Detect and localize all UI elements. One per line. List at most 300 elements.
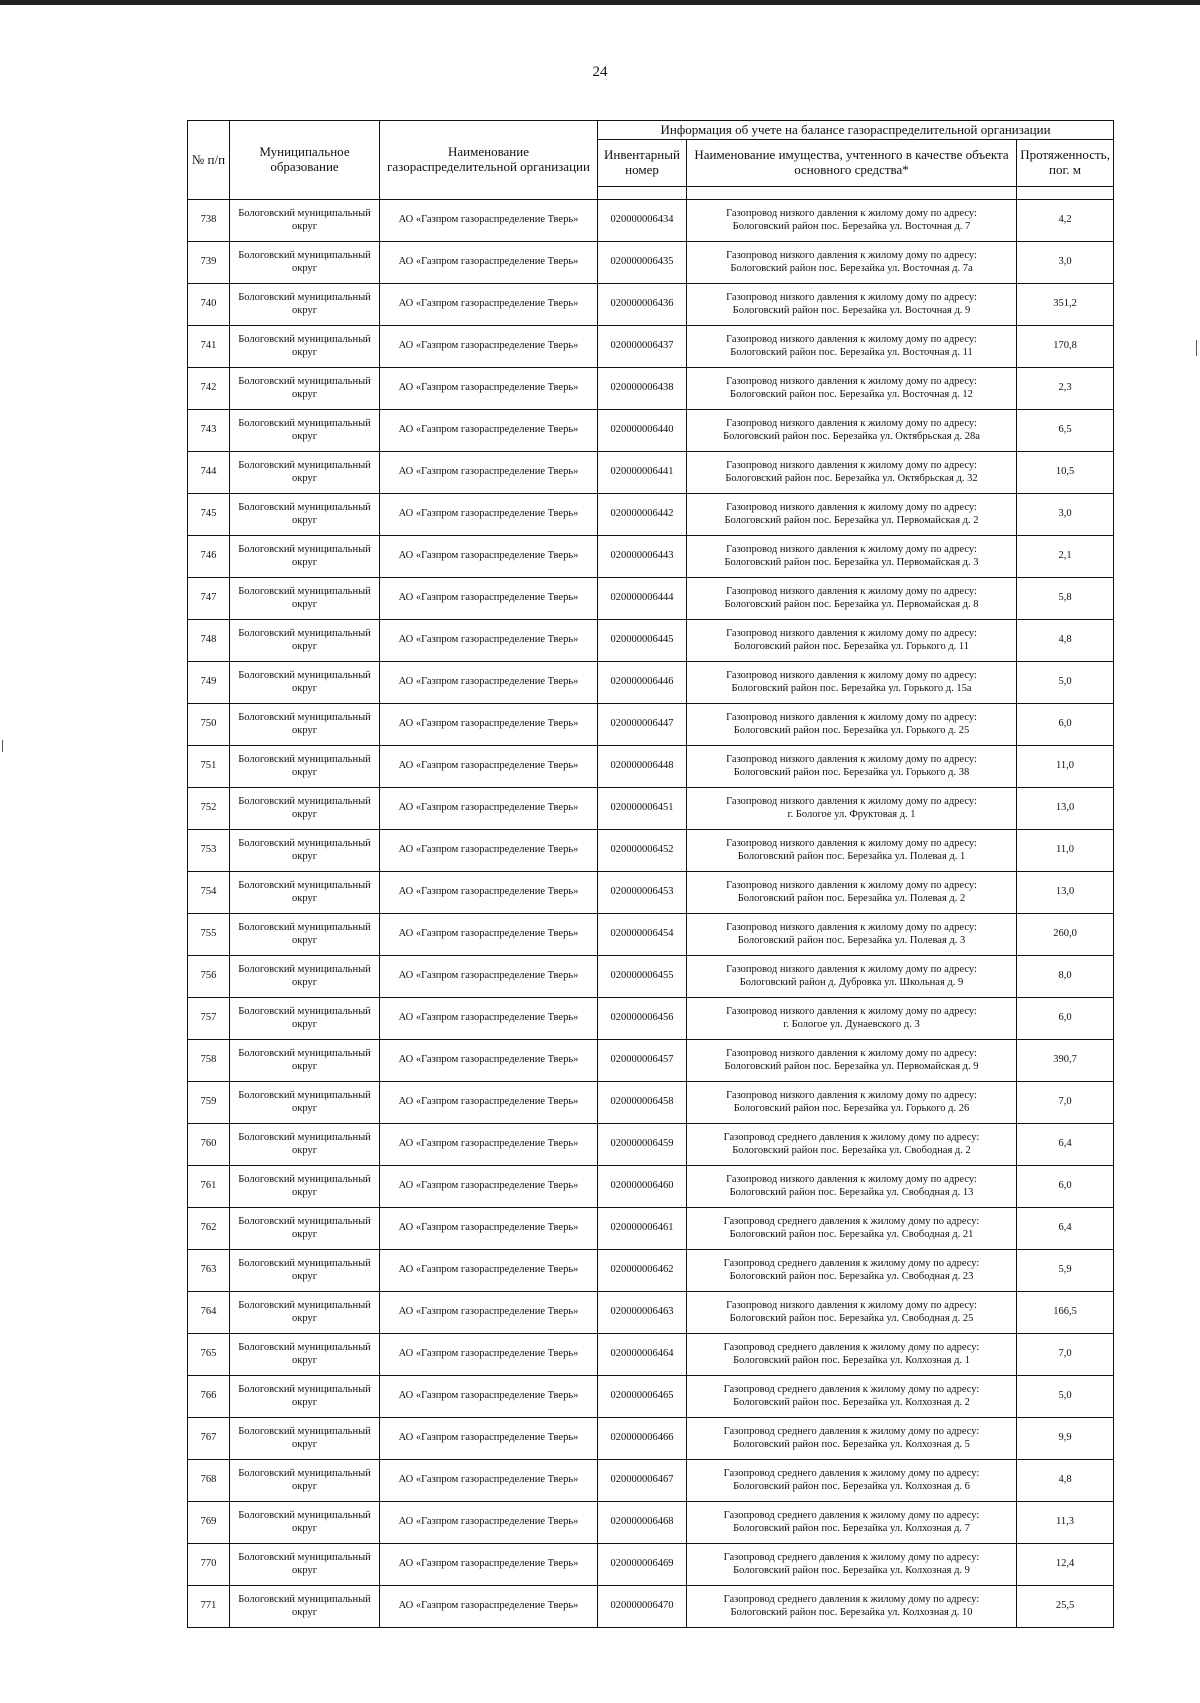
row-length: 170,8 <box>1017 326 1114 368</box>
asset-name-line: Бологовский район пос. Березайка ул. Восточная д. 12 <box>730 388 973 400</box>
table-row <box>188 830 1114 872</box>
asset-name-line: Газопровод среднего давления к жилому дому по адресу: <box>723 1594 980 1606</box>
row-number: 751 <box>188 746 230 788</box>
row-number: 765 <box>188 1334 230 1376</box>
row-inventory-number: 020000006469 <box>598 1544 687 1586</box>
asset-name-line: Газопровод низкого давления к жилому дому по адресу: <box>726 880 977 892</box>
row-organization: АО «Газпром газораспределение Тверь» <box>380 494 598 536</box>
row-length: 4,8 <box>1017 620 1114 662</box>
asset-name-line: Бологовский район пос. Березайка ул. Колхозная д. 5 <box>733 1438 970 1450</box>
asset-name-line: Газопровод низкого давления к жилому дому по адресу: <box>726 838 977 850</box>
asset-name-line: г. Бологое ул. Фруктовая д. 1 <box>787 808 916 820</box>
row-municipality: Бологовский муниципальный округ <box>230 956 380 998</box>
asset-name-line: Бологовский район пос. Березайка ул. Восточная д. 11 <box>730 346 973 358</box>
table-row <box>188 1418 1114 1460</box>
asset-name-line: Газопровод низкого давления к жилому дому по адресу: <box>726 418 977 430</box>
row-organization: АО «Газпром газораспределение Тверь» <box>380 1166 598 1208</box>
row-number: 739 <box>188 242 230 284</box>
table-row <box>188 494 1114 536</box>
asset-name-line: Бологовский район пос. Березайка ул. Свободная д. 2 <box>732 1144 971 1156</box>
row-number: 766 <box>188 1376 230 1418</box>
row-length: 6,4 <box>1017 1208 1114 1250</box>
table-row <box>188 578 1114 620</box>
header-municipality: Муниципальное образование <box>230 121 380 200</box>
asset-name-line: Газопровод низкого давления к жилому дому по адресу: <box>726 460 977 472</box>
row-organization: АО «Газпром газораспределение Тверь» <box>380 578 598 620</box>
row-inventory-number: 020000006455 <box>598 956 687 998</box>
asset-name-line: Газопровод низкого давления к жилому дому по адресу: <box>726 502 977 514</box>
row-inventory-number: 020000006464 <box>598 1334 687 1376</box>
header-balance-group: Информация об учете на балансе газораспределительной организации <box>598 121 1114 140</box>
scan-mark <box>1196 340 1197 356</box>
header-spacer <box>1017 187 1114 200</box>
asset-name-line: Газопровод среднего давления к жилому дому по адресу: <box>723 1468 980 1480</box>
row-municipality: Бологовский муниципальный округ <box>230 1376 380 1418</box>
row-asset-name <box>687 242 1017 284</box>
row-municipality: Бологовский муниципальный округ <box>230 1502 380 1544</box>
asset-name-line: Газопровод низкого давления к жилому дому по адресу: <box>726 334 977 346</box>
row-length: 2,1 <box>1017 536 1114 578</box>
row-municipality: Бологовский муниципальный округ <box>230 1544 380 1586</box>
asset-name-line: Газопровод низкого давления к жилому дому по адресу: <box>726 712 977 724</box>
row-asset-name <box>687 914 1017 956</box>
row-asset-name <box>687 1292 1017 1334</box>
row-municipality: Бологовский муниципальный округ <box>230 1166 380 1208</box>
asset-name-line: Бологовский район пос. Березайка ул. Колхозная д. 2 <box>733 1396 970 1408</box>
row-asset-name <box>687 1250 1017 1292</box>
row-municipality: Бологовский муниципальный округ <box>230 200 380 242</box>
row-asset-name <box>687 998 1017 1040</box>
row-organization: АО «Газпром газораспределение Тверь» <box>380 1082 598 1124</box>
row-inventory-number: 020000006470 <box>598 1586 687 1628</box>
asset-name-line: Бологовский район пос. Березайка ул. Восточная д. 7а <box>730 262 973 274</box>
row-length: 10,5 <box>1017 452 1114 494</box>
asset-name-line: Бологовский район д. Дубровка ул. Школьная д. 9 <box>739 976 964 988</box>
asset-name-line: Газопровод низкого давления к жилому дому по адресу: <box>726 1174 977 1186</box>
row-number: 764 <box>188 1292 230 1334</box>
asset-name-line: Бологовский район пос. Березайка ул. Восточная д. 9 <box>732 304 971 316</box>
asset-name-line: Бологовский район пос. Березайка ул. Свободная д. 23 <box>729 1270 974 1282</box>
header-organization: Наименование газораспределительной организации <box>380 121 598 200</box>
row-length: 12,4 <box>1017 1544 1114 1586</box>
row-number: 763 <box>188 1250 230 1292</box>
row-municipality: Бологовский муниципальный округ <box>230 368 380 410</box>
row-number: 750 <box>188 704 230 746</box>
row-length: 11,3 <box>1017 1502 1114 1544</box>
table-row <box>188 1376 1114 1418</box>
table-row <box>188 200 1114 242</box>
row-number: 752 <box>188 788 230 830</box>
asset-name-line: Бологовский район пос. Березайка ул. Первомайская д. 9 <box>724 1060 979 1072</box>
row-number: 748 <box>188 620 230 662</box>
row-inventory-number: 020000006468 <box>598 1502 687 1544</box>
table-row <box>188 914 1114 956</box>
table-row <box>188 998 1114 1040</box>
row-organization: АО «Газпром газораспределение Тверь» <box>380 1376 598 1418</box>
asset-name-line: Бологовский район пос. Березайка ул. Свободная д. 25 <box>729 1312 974 1324</box>
row-number: 749 <box>188 662 230 704</box>
row-number: 753 <box>188 830 230 872</box>
property-registry-table <box>187 120 1114 1628</box>
row-asset-name <box>687 1082 1017 1124</box>
asset-name-line: Бологовский район пос. Березайка ул. Колхозная д. 7 <box>733 1522 970 1534</box>
row-inventory-number: 020000006434 <box>598 200 687 242</box>
table-row <box>188 368 1114 410</box>
table-row <box>188 410 1114 452</box>
row-organization: АО «Газпром газораспределение Тверь» <box>380 452 598 494</box>
row-organization: АО «Газпром газораспределение Тверь» <box>380 536 598 578</box>
row-inventory-number: 020000006461 <box>598 1208 687 1250</box>
row-asset-name <box>687 872 1017 914</box>
row-number: 746 <box>188 536 230 578</box>
table-row <box>188 1502 1114 1544</box>
row-length: 11,0 <box>1017 830 1114 872</box>
asset-name-line: Бологовский район пос. Березайка ул. Восточная д. 7 <box>732 220 971 232</box>
row-asset-name <box>687 704 1017 746</box>
row-municipality: Бологовский муниципальный округ <box>230 1460 380 1502</box>
table-row <box>188 662 1114 704</box>
table-row <box>188 536 1114 578</box>
header-asset-name: Наименование имущества, учтенного в качестве объекта основного средства* <box>687 140 1017 187</box>
row-municipality: Бологовский муниципальный округ <box>230 494 380 536</box>
row-length: 13,0 <box>1017 788 1114 830</box>
row-length: 166,5 <box>1017 1292 1114 1334</box>
asset-name-line: Газопровод низкого давления к жилому дому по адресу: <box>726 922 977 934</box>
row-organization: АО «Газпром газораспределение Тверь» <box>380 1334 598 1376</box>
row-organization: АО «Газпром газораспределение Тверь» <box>380 788 598 830</box>
asset-name-line: Газопровод низкого давления к жилому дому по адресу: <box>726 1006 977 1018</box>
row-number: 740 <box>188 284 230 326</box>
row-inventory-number: 020000006446 <box>598 662 687 704</box>
row-asset-name <box>687 284 1017 326</box>
row-inventory-number: 020000006444 <box>598 578 687 620</box>
row-municipality: Бологовский муниципальный округ <box>230 1082 380 1124</box>
row-asset-name <box>687 1334 1017 1376</box>
asset-name-line: Газопровод среднего давления к жилому дому по адресу: <box>723 1258 980 1270</box>
row-number: 762 <box>188 1208 230 1250</box>
table-row <box>188 1124 1114 1166</box>
row-number: 738 <box>188 200 230 242</box>
row-asset-name <box>687 494 1017 536</box>
scan-top-edge <box>0 0 1200 5</box>
row-length: 6,5 <box>1017 410 1114 452</box>
row-number: 758 <box>188 1040 230 1082</box>
asset-name-line: Газопровод среднего давления к жилому дому по адресу: <box>723 1552 980 1564</box>
row-organization: АО «Газпром газораспределение Тверь» <box>380 872 598 914</box>
asset-name-line: Бологовский район пос. Березайка ул. Первомайская д. 3 <box>724 556 979 568</box>
row-inventory-number: 020000006456 <box>598 998 687 1040</box>
row-length: 7,0 <box>1017 1334 1114 1376</box>
asset-name-line: Газопровод низкого давления к жилому дому по адресу: <box>726 964 977 976</box>
row-inventory-number: 020000006447 <box>598 704 687 746</box>
asset-name-line: Бологовский район пос. Березайка ул. Горького д. 11 <box>733 640 970 652</box>
row-number: 759 <box>188 1082 230 1124</box>
row-municipality: Бологовский муниципальный округ <box>230 914 380 956</box>
asset-name-line: Газопровод низкого давления к жилому дому по адресу: <box>726 754 977 766</box>
row-length: 6,0 <box>1017 1166 1114 1208</box>
row-municipality: Бологовский муниципальный округ <box>230 1040 380 1082</box>
table-row <box>188 872 1114 914</box>
row-organization: АО «Газпром газораспределение Тверь» <box>380 1292 598 1334</box>
row-number: 757 <box>188 998 230 1040</box>
asset-name-line: Газопровод среднего давления к жилому дому по адресу: <box>723 1342 980 1354</box>
row-asset-name <box>687 410 1017 452</box>
row-municipality: Бологовский муниципальный округ <box>230 1124 380 1166</box>
asset-name-line: Бологовский район пос. Березайка ул. Горького д. 15а <box>731 682 972 694</box>
row-asset-name <box>687 368 1017 410</box>
table-row <box>188 452 1114 494</box>
row-municipality: Бологовский муниципальный округ <box>230 578 380 620</box>
table-row <box>188 242 1114 284</box>
row-inventory-number: 020000006445 <box>598 620 687 662</box>
asset-name-line: Бологовский район пос. Березайка ул. Колхозная д. 10 <box>730 1606 973 1618</box>
row-organization: АО «Газпром газораспределение Тверь» <box>380 956 598 998</box>
row-municipality: Бологовский муниципальный округ <box>230 998 380 1040</box>
row-asset-name <box>687 830 1017 872</box>
row-municipality: Бологовский муниципальный округ <box>230 410 380 452</box>
row-inventory-number: 020000006452 <box>598 830 687 872</box>
asset-name-line: Газопровод среднего давления к жилому дому по адресу: <box>723 1426 980 1438</box>
table-row <box>188 956 1114 998</box>
row-length: 5,9 <box>1017 1250 1114 1292</box>
row-inventory-number: 020000006463 <box>598 1292 687 1334</box>
asset-name-line: Бологовский район пос. Березайка ул. Горького д. 26 <box>733 1102 970 1114</box>
row-municipality: Бологовский муниципальный округ <box>230 662 380 704</box>
asset-name-line: Газопровод низкого давления к жилому дому по адресу: <box>726 670 977 682</box>
row-inventory-number: 020000006451 <box>598 788 687 830</box>
asset-name-line: Бологовский район пос. Березайка ул. Первомайская д. 8 <box>724 598 979 610</box>
row-asset-name <box>687 326 1017 368</box>
row-number: 768 <box>188 1460 230 1502</box>
row-number: 767 <box>188 1418 230 1460</box>
row-inventory-number: 020000006467 <box>598 1460 687 1502</box>
asset-name-line: Бологовский район пос. Березайка ул. Октябрьская д. 28а <box>723 430 980 442</box>
table-row <box>188 1292 1114 1334</box>
row-number: 747 <box>188 578 230 620</box>
header-spacer <box>598 187 687 200</box>
asset-name-line: Газопровод низкого давления к жилому дому по адресу: <box>726 376 977 388</box>
asset-name-line: Бологовский район пос. Березайка ул. Горького д. 38 <box>733 766 970 778</box>
row-asset-name <box>687 536 1017 578</box>
table-body <box>188 200 1114 1628</box>
row-length: 390,7 <box>1017 1040 1114 1082</box>
table-row <box>188 1460 1114 1502</box>
row-length: 5,0 <box>1017 1376 1114 1418</box>
table-row <box>188 1544 1114 1586</box>
row-length: 6,4 <box>1017 1124 1114 1166</box>
row-number: 771 <box>188 1586 230 1628</box>
row-asset-name <box>687 1040 1017 1082</box>
row-length: 13,0 <box>1017 872 1114 914</box>
asset-name-line: Бологовский район пос. Березайка ул. Колхозная д. 1 <box>733 1354 970 1366</box>
row-organization: АО «Газпром газораспределение Тверь» <box>380 1124 598 1166</box>
table-row <box>188 1250 1114 1292</box>
header-inventory: Инвентарный номер <box>598 140 687 187</box>
row-municipality: Бологовский муниципальный округ <box>230 536 380 578</box>
header-num: № п/п <box>188 121 230 200</box>
row-municipality: Бологовский муниципальный округ <box>230 326 380 368</box>
row-length: 5,8 <box>1017 578 1114 620</box>
row-length: 8,0 <box>1017 956 1114 998</box>
row-inventory-number: 020000006460 <box>598 1166 687 1208</box>
asset-name-line: Газопровод низкого давления к жилому дому по адресу: <box>726 544 977 556</box>
table-row <box>188 326 1114 368</box>
row-number: 769 <box>188 1502 230 1544</box>
row-inventory-number: 020000006454 <box>598 914 687 956</box>
row-inventory-number: 020000006435 <box>598 242 687 284</box>
asset-name-line: Газопровод низкого давления к жилому дому по адресу: <box>726 1090 977 1102</box>
row-organization: АО «Газпром газораспределение Тверь» <box>380 662 598 704</box>
row-organization: АО «Газпром газораспределение Тверь» <box>380 746 598 788</box>
row-asset-name <box>687 578 1017 620</box>
row-organization: АО «Газпром газораспределение Тверь» <box>380 914 598 956</box>
row-inventory-number: 020000006442 <box>598 494 687 536</box>
row-inventory-number: 020000006459 <box>598 1124 687 1166</box>
row-municipality: Бологовский муниципальный округ <box>230 242 380 284</box>
header-spacer <box>687 187 1017 200</box>
row-municipality: Бологовский муниципальный округ <box>230 788 380 830</box>
asset-name-line: Газопровод низкого давления к жилому дому по адресу: <box>726 796 977 808</box>
row-asset-name <box>687 1586 1017 1628</box>
row-organization: АО «Газпром газораспределение Тверь» <box>380 242 598 284</box>
page-number: 24 <box>592 64 608 80</box>
row-length: 6,0 <box>1017 998 1114 1040</box>
row-number: 743 <box>188 410 230 452</box>
row-number: 744 <box>188 452 230 494</box>
asset-name-line: Бологовский район пос. Березайка ул. Первомайская д. 2 <box>724 514 979 526</box>
row-municipality: Бологовский муниципальный округ <box>230 1418 380 1460</box>
asset-name-line: Газопровод среднего давления к жилому дому по адресу: <box>723 1132 980 1144</box>
row-inventory-number: 020000006438 <box>598 368 687 410</box>
row-organization: АО «Газпром газораспределение Тверь» <box>380 998 598 1040</box>
row-organization: АО «Газпром газораспределение Тверь» <box>380 410 598 452</box>
asset-name-line: Газопровод низкого давления к жилому дому по адресу: <box>726 586 977 598</box>
row-inventory-number: 020000006448 <box>598 746 687 788</box>
asset-name-line: Газопровод среднего давления к жилому дому по адресу: <box>723 1510 980 1522</box>
row-organization: АО «Газпром газораспределение Тверь» <box>380 830 598 872</box>
row-inventory-number: 020000006465 <box>598 1376 687 1418</box>
table-row <box>188 788 1114 830</box>
table-row <box>188 1586 1114 1628</box>
row-asset-name <box>687 452 1017 494</box>
row-organization: АО «Газпром газораспределение Тверь» <box>380 326 598 368</box>
row-number: 756 <box>188 956 230 998</box>
row-asset-name <box>687 200 1017 242</box>
row-length: 3,0 <box>1017 242 1114 284</box>
row-municipality: Бологовский муниципальный округ <box>230 1292 380 1334</box>
table-row <box>188 1166 1114 1208</box>
row-municipality: Бологовский муниципальный округ <box>230 452 380 494</box>
row-length: 260,0 <box>1017 914 1114 956</box>
row-number: 741 <box>188 326 230 368</box>
row-municipality: Бологовский муниципальный округ <box>230 830 380 872</box>
row-organization: АО «Газпром газораспределение Тверь» <box>380 1418 598 1460</box>
row-inventory-number: 020000006457 <box>598 1040 687 1082</box>
row-municipality: Бологовский муниципальный округ <box>230 1586 380 1628</box>
row-inventory-number: 020000006440 <box>598 410 687 452</box>
asset-name-line: Газопровод низкого давления к жилому дому по адресу: <box>726 250 977 262</box>
asset-name-line: г. Бологое ул. Дунаевского д. 3 <box>783 1018 920 1030</box>
asset-name-line: Газопровод среднего давления к жилому дому по адресу: <box>723 1216 980 1228</box>
row-asset-name <box>687 1460 1017 1502</box>
asset-name-line: Бологовский район пос. Березайка ул. Октябрьская д. 32 <box>725 472 978 484</box>
row-organization: АО «Газпром газораспределение Тверь» <box>380 368 598 410</box>
asset-name-line: Бологовский район пос. Березайка ул. Полевая д. 1 <box>737 850 966 862</box>
row-asset-name <box>687 1544 1017 1586</box>
table-row <box>188 746 1114 788</box>
row-organization: АО «Газпром газораспределение Тверь» <box>380 1250 598 1292</box>
row-number: 761 <box>188 1166 230 1208</box>
row-number: 760 <box>188 1124 230 1166</box>
row-municipality: Бологовский муниципальный округ <box>230 284 380 326</box>
row-asset-name <box>687 662 1017 704</box>
row-asset-name <box>687 1208 1017 1250</box>
row-inventory-number: 020000006458 <box>598 1082 687 1124</box>
row-asset-name <box>687 1166 1017 1208</box>
row-organization: АО «Газпром газораспределение Тверь» <box>380 1208 598 1250</box>
asset-name-line: Бологовский район пос. Березайка ул. Колхозная д. 6 <box>733 1480 970 1492</box>
row-inventory-number: 020000006466 <box>598 1418 687 1460</box>
table-row <box>188 704 1114 746</box>
row-length: 4,8 <box>1017 1460 1114 1502</box>
row-organization: АО «Газпром газораспределение Тверь» <box>380 620 598 662</box>
row-organization: АО «Газпром газораспределение Тверь» <box>380 704 598 746</box>
asset-name-line: Бологовский район пос. Березайка ул. Колхозная д. 9 <box>733 1564 970 1576</box>
row-asset-name <box>687 746 1017 788</box>
row-organization: АО «Газпром газораспределение Тверь» <box>380 1460 598 1502</box>
row-municipality: Бологовский муниципальный округ <box>230 1208 380 1250</box>
table-row <box>188 284 1114 326</box>
row-asset-name <box>687 620 1017 662</box>
row-organization: АО «Газпром газораспределение Тверь» <box>380 1502 598 1544</box>
row-length: 7,0 <box>1017 1082 1114 1124</box>
table-row <box>188 1040 1114 1082</box>
row-municipality: Бологовский муниципальный округ <box>230 620 380 662</box>
table-row <box>188 1082 1114 1124</box>
row-municipality: Бологовский муниципальный округ <box>230 1334 380 1376</box>
row-organization: АО «Газпром газораспределение Тверь» <box>380 200 598 242</box>
row-length: 5,0 <box>1017 662 1114 704</box>
table-row <box>188 1208 1114 1250</box>
row-length: 6,0 <box>1017 704 1114 746</box>
row-asset-name <box>687 1502 1017 1544</box>
row-length: 9,9 <box>1017 1418 1114 1460</box>
row-number: 755 <box>188 914 230 956</box>
row-inventory-number: 020000006441 <box>598 452 687 494</box>
asset-name-line: Газопровод низкого давления к жилому дому по адресу: <box>726 1300 977 1312</box>
row-municipality: Бологовский муниципальный округ <box>230 1250 380 1292</box>
row-asset-name <box>687 1376 1017 1418</box>
row-asset-name <box>687 956 1017 998</box>
row-number: 770 <box>188 1544 230 1586</box>
asset-name-line: Бологовский район пос. Березайка ул. Свободная д. 13 <box>729 1186 974 1198</box>
row-organization: АО «Газпром газораспределение Тверь» <box>380 1586 598 1628</box>
row-length: 2,3 <box>1017 368 1114 410</box>
row-length: 25,5 <box>1017 1586 1114 1628</box>
row-inventory-number: 020000006453 <box>598 872 687 914</box>
header-length: Протяженность, пог. м <box>1017 140 1114 187</box>
asset-name-line: Бологовский район пос. Березайка ул. Горького д. 25 <box>733 724 970 736</box>
row-organization: АО «Газпром газораспределение Тверь» <box>380 1544 598 1586</box>
scan-mark <box>2 740 3 752</box>
row-length: 4,2 <box>1017 200 1114 242</box>
row-asset-name <box>687 788 1017 830</box>
table-header <box>188 121 1114 200</box>
asset-name-line: Бологовский район пос. Березайка ул. Полевая д. 3 <box>737 934 966 946</box>
asset-name-line: Газопровод низкого давления к жилому дому по адресу: <box>726 1048 977 1060</box>
asset-name-line: Газопровод низкого давления к жилому дому по адресу: <box>726 208 977 220</box>
row-inventory-number: 020000006437 <box>598 326 687 368</box>
